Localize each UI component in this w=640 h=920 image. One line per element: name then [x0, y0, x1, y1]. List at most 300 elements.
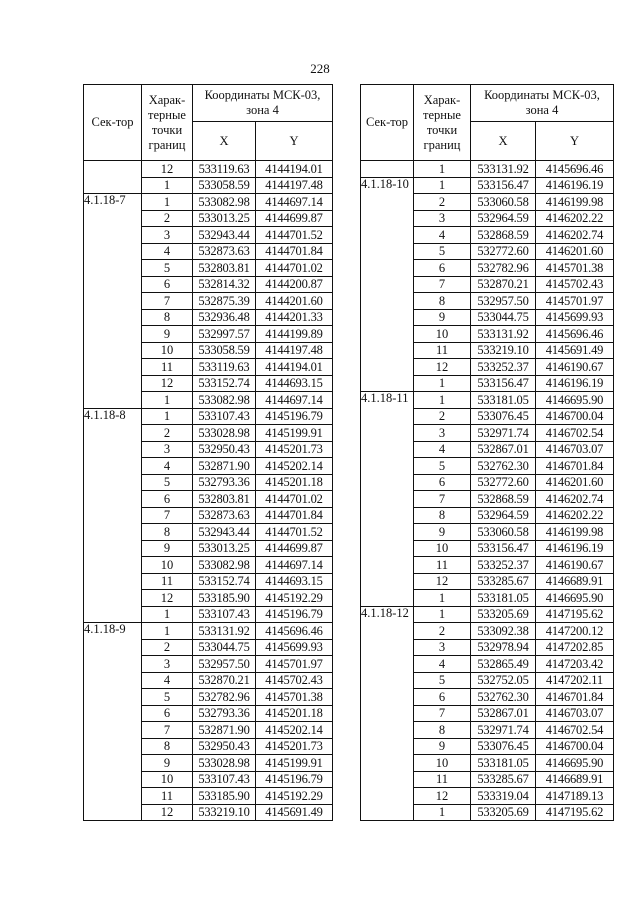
sector-cell [361, 557, 414, 574]
sector-cell [361, 326, 414, 343]
page-number: 228 [310, 61, 330, 76]
y-cell: 4144701.02 [256, 260, 333, 277]
point-cell: 10 [142, 342, 193, 359]
y-cell: 4147189.13 [536, 788, 614, 805]
sector-cell [361, 441, 414, 458]
sector-cell [361, 705, 414, 722]
x-cell: 533013.25 [193, 540, 256, 557]
point-cell: 10 [414, 326, 471, 343]
y-cell: 4145696.46 [256, 623, 333, 640]
y-cell: 4145192.29 [256, 788, 333, 805]
point-cell: 4 [414, 441, 471, 458]
sector-cell [84, 722, 142, 739]
x-cell: 532762.30 [471, 458, 536, 475]
x-cell: 532868.59 [471, 491, 536, 508]
y-cell: 4145196.79 [256, 606, 333, 623]
point-cell: 11 [142, 573, 193, 590]
sector-cell [84, 689, 142, 706]
coordinate-row [84, 458, 333, 475]
sector-cell [361, 293, 414, 310]
coordinate-row [84, 408, 333, 425]
sector-cell [361, 194, 414, 211]
point-cell: 2 [414, 623, 471, 640]
y-cell: 4145691.49 [256, 804, 333, 821]
coordinate-row [84, 293, 333, 310]
x-cell: 532997.57 [193, 326, 256, 343]
sector-cell [84, 491, 142, 508]
point-cell: 9 [414, 738, 471, 755]
x-cell: 532971.74 [471, 425, 536, 442]
sector-cell [361, 342, 414, 359]
coordinate-row [361, 276, 614, 293]
x-cell: 532873.63 [193, 243, 256, 260]
point-cell: 10 [414, 755, 471, 772]
point-cell: 9 [414, 309, 471, 326]
coordinate-row [84, 557, 333, 574]
coordinate-row [84, 392, 333, 409]
coordinate-row [361, 458, 614, 475]
point-cell: 7 [142, 293, 193, 310]
coordinate-row [361, 573, 614, 590]
x-cell: 532871.90 [193, 722, 256, 739]
x-cell: 533107.43 [193, 606, 256, 623]
point-cell: 3 [414, 425, 471, 442]
x-cell: 532871.90 [193, 458, 256, 475]
coordinate-row [361, 507, 614, 524]
sector-cell [361, 161, 414, 178]
x-cell: 532782.96 [471, 260, 536, 277]
coordinate-row [361, 557, 614, 574]
point-cell: 1 [142, 392, 193, 409]
sector-cell [361, 788, 414, 805]
y-cell: 4146196.19 [536, 540, 614, 557]
x-cell: 532950.43 [193, 441, 256, 458]
sector-cell: 4.1.18-9 [84, 623, 142, 640]
x-cell: 533185.90 [193, 788, 256, 805]
x-cell: 532814.32 [193, 276, 256, 293]
coordinate-row [84, 359, 333, 376]
coordinate-row [361, 755, 614, 772]
point-cell: 6 [142, 491, 193, 508]
x-cell: 532803.81 [193, 260, 256, 277]
x-cell: 533119.63 [193, 359, 256, 376]
coordinate-row [361, 408, 614, 425]
y-cell: 4144699.87 [256, 210, 333, 227]
coordinates-header: Координаты МСК-03, зона 4 [471, 85, 614, 122]
sector-cell [361, 623, 414, 640]
sector-cell [84, 771, 142, 788]
point-cell: 7 [142, 507, 193, 524]
y-cell: 4145201.18 [256, 474, 333, 491]
y-cell: 4145702.43 [256, 672, 333, 689]
sector-cell [84, 260, 142, 277]
x-cell: 532865.49 [471, 656, 536, 673]
coordinate-row [361, 392, 614, 409]
point-cell: 6 [414, 689, 471, 706]
point-cell: 8 [414, 507, 471, 524]
x-cell: 532793.36 [193, 474, 256, 491]
sector-cell [84, 755, 142, 772]
sector-cell [84, 738, 142, 755]
point-cell: 3 [142, 441, 193, 458]
coordinate-row [84, 524, 333, 541]
coordinate-row [361, 672, 614, 689]
coordinate-row [361, 210, 614, 227]
coordinate-row [361, 227, 614, 244]
y-cell: 4145701.38 [256, 689, 333, 706]
y-cell: 4145701.97 [256, 656, 333, 673]
coordinate-row [84, 722, 333, 739]
point-cell: 5 [414, 458, 471, 475]
x-cell: 533058.59 [193, 342, 256, 359]
point-cell: 9 [142, 540, 193, 557]
point-cell: 6 [414, 474, 471, 491]
y-cell: 4145702.43 [536, 276, 614, 293]
y-cell: 4147200.12 [536, 623, 614, 640]
x-cell: 532867.01 [471, 705, 536, 722]
sector-cell [361, 359, 414, 376]
sector-cell [361, 672, 414, 689]
coordinate-row [361, 293, 614, 310]
sector-cell [84, 243, 142, 260]
x-cell: 532772.60 [471, 474, 536, 491]
y-cell: 4146695.90 [536, 392, 614, 409]
point-cell: 2 [142, 210, 193, 227]
coordinate-row [361, 474, 614, 491]
y-cell: 4144201.33 [256, 309, 333, 326]
coordinate-row [84, 491, 333, 508]
coordinate-row [361, 425, 614, 442]
sector-cell [361, 491, 414, 508]
coordinate-row [84, 623, 333, 640]
sector-cell [361, 639, 414, 656]
coordinate-row [361, 491, 614, 508]
sector-cell: 4.1.18-7 [84, 194, 142, 211]
sector-cell [84, 425, 142, 442]
point-cell: 7 [414, 705, 471, 722]
coordinate-row [84, 177, 333, 194]
x-cell: 533060.58 [471, 524, 536, 541]
x-cell: 532868.59 [471, 227, 536, 244]
sector-cell [84, 656, 142, 673]
x-cell: 533119.63 [193, 161, 256, 178]
point-cell: 3 [142, 227, 193, 244]
y-cell: 4146202.74 [536, 491, 614, 508]
point-cell: 5 [142, 474, 193, 491]
point-cell: 1 [414, 606, 471, 623]
point-cell: 7 [414, 276, 471, 293]
x-cell: 532978.94 [471, 639, 536, 656]
sector-cell: 4.1.18-12 [361, 606, 414, 623]
sector-cell [84, 788, 142, 805]
coordinate-row [361, 722, 614, 739]
sector-cell [361, 507, 414, 524]
sector-cell [84, 375, 142, 392]
x-cell: 532870.21 [471, 276, 536, 293]
y-header: Y [256, 122, 333, 161]
x-cell: 533185.90 [193, 590, 256, 607]
y-cell: 4147202.85 [536, 639, 614, 656]
points-header: Харак-терные точки границ [414, 85, 471, 161]
x-cell: 532803.81 [193, 491, 256, 508]
coordinate-row [361, 194, 614, 211]
coordinate-row [84, 425, 333, 442]
y-cell: 4144197.48 [256, 342, 333, 359]
x-cell: 532950.43 [193, 738, 256, 755]
sector-cell [84, 441, 142, 458]
x-cell: 532936.48 [193, 309, 256, 326]
point-cell: 3 [142, 656, 193, 673]
y-cell: 4146196.19 [536, 177, 614, 194]
coordinate-row [84, 590, 333, 607]
x-cell: 533219.10 [471, 342, 536, 359]
y-cell: 4146700.04 [536, 408, 614, 425]
coordinate-row [84, 656, 333, 673]
y-cell: 4145201.73 [256, 441, 333, 458]
sector-cell [84, 524, 142, 541]
x-cell: 532793.36 [193, 705, 256, 722]
point-cell: 11 [414, 557, 471, 574]
y-cell: 4146689.91 [536, 573, 614, 590]
point-cell: 10 [414, 540, 471, 557]
y-cell: 4145201.18 [256, 705, 333, 722]
coordinate-row [84, 738, 333, 755]
sector-cell [84, 590, 142, 607]
y-cell: 4146703.07 [536, 705, 614, 722]
x-cell: 532957.50 [471, 293, 536, 310]
coordinates-table-left [83, 84, 333, 821]
x-cell: 532964.59 [471, 507, 536, 524]
sector-cell [84, 326, 142, 343]
coordinate-row [84, 375, 333, 392]
sector-cell [84, 342, 142, 359]
sector-cell [361, 540, 414, 557]
y-cell: 4145696.46 [536, 326, 614, 343]
y-cell: 4144194.01 [256, 161, 333, 178]
sector-cell [84, 705, 142, 722]
sector-cell [361, 804, 414, 821]
y-cell: 4145202.14 [256, 458, 333, 475]
x-cell: 533205.69 [471, 804, 536, 821]
y-cell: 4144701.52 [256, 524, 333, 541]
coordinate-row [361, 788, 614, 805]
y-cell: 4145699.93 [536, 309, 614, 326]
point-cell: 1 [414, 375, 471, 392]
point-cell: 12 [414, 359, 471, 376]
coordinate-row [84, 342, 333, 359]
point-cell: 1 [142, 194, 193, 211]
coordinate-row [84, 326, 333, 343]
coordinates-header: Координаты МСК-03, зона 4 [193, 85, 333, 122]
x-cell: 532870.21 [193, 672, 256, 689]
coordinate-row [84, 705, 333, 722]
y-cell: 4146201.60 [536, 243, 614, 260]
sector-cell: 4.1.18-8 [84, 408, 142, 425]
x-cell: 533285.67 [471, 771, 536, 788]
x-cell: 532875.39 [193, 293, 256, 310]
point-cell: 7 [414, 491, 471, 508]
x-cell: 532964.59 [471, 210, 536, 227]
y-cell: 4146702.54 [536, 425, 614, 442]
sector-header: Сек-тор [361, 85, 414, 161]
y-cell: 4145691.49 [536, 342, 614, 359]
coordinate-row [361, 342, 614, 359]
sector-cell [84, 606, 142, 623]
coordinate-row [84, 309, 333, 326]
y-cell: 4144697.14 [256, 392, 333, 409]
coordinate-row [84, 639, 333, 656]
coordinate-row [361, 705, 614, 722]
y-cell: 4144693.15 [256, 573, 333, 590]
coordinate-row [84, 606, 333, 623]
y-cell: 4144200.87 [256, 276, 333, 293]
point-cell: 4 [142, 458, 193, 475]
point-cell: 7 [142, 722, 193, 739]
point-cell: 1 [414, 177, 471, 194]
x-cell: 533285.67 [471, 573, 536, 590]
y-cell: 4145201.73 [256, 738, 333, 755]
coordinate-row [361, 771, 614, 788]
sector-cell [361, 738, 414, 755]
point-cell: 1 [414, 392, 471, 409]
x-cell: 533107.43 [193, 771, 256, 788]
coordinate-row [84, 804, 333, 821]
x-cell: 533319.04 [471, 788, 536, 805]
y-cell: 4146201.60 [536, 474, 614, 491]
point-cell: 9 [142, 755, 193, 772]
x-cell: 533076.45 [471, 738, 536, 755]
coordinate-row [84, 507, 333, 524]
point-cell: 8 [142, 309, 193, 326]
sector-cell [84, 359, 142, 376]
sector-cell [361, 656, 414, 673]
y-cell: 4145196.79 [256, 771, 333, 788]
coordinate-row [361, 177, 614, 194]
point-cell: 10 [142, 771, 193, 788]
y-cell: 4144693.15 [256, 375, 333, 392]
sector-cell [361, 771, 414, 788]
sector-cell [361, 590, 414, 607]
point-cell: 5 [142, 689, 193, 706]
y-cell: 4145701.38 [536, 260, 614, 277]
coordinate-row [361, 359, 614, 376]
sector-header: Сек-тор [84, 85, 142, 161]
y-cell: 4144701.52 [256, 227, 333, 244]
point-cell: 9 [142, 326, 193, 343]
x-header: X [193, 122, 256, 161]
point-cell: 3 [414, 210, 471, 227]
y-header: Y [536, 122, 614, 161]
coordinate-row [361, 738, 614, 755]
coordinate-row [84, 210, 333, 227]
coordinate-row [84, 540, 333, 557]
y-cell: 4144197.48 [256, 177, 333, 194]
y-cell: 4145701.97 [536, 293, 614, 310]
y-cell: 4144201.60 [256, 293, 333, 310]
y-cell: 4145202.14 [256, 722, 333, 739]
y-cell: 4146702.54 [536, 722, 614, 739]
coordinate-row [361, 441, 614, 458]
point-cell: 1 [142, 606, 193, 623]
x-cell: 533205.69 [471, 606, 536, 623]
sector-cell [361, 689, 414, 706]
sector-cell [84, 639, 142, 656]
y-cell: 4146695.90 [536, 590, 614, 607]
point-cell: 6 [142, 705, 193, 722]
sector-cell [84, 474, 142, 491]
sector-cell [84, 573, 142, 590]
sector-cell: 4.1.18-11 [361, 392, 414, 409]
sector-cell [84, 804, 142, 821]
x-cell: 533156.47 [471, 375, 536, 392]
y-cell: 4147203.42 [536, 656, 614, 673]
y-cell: 4146703.07 [536, 441, 614, 458]
y-cell: 4144199.89 [256, 326, 333, 343]
coordinate-row [361, 243, 614, 260]
point-cell: 2 [142, 639, 193, 656]
y-cell: 4146190.67 [536, 557, 614, 574]
y-cell: 4145699.93 [256, 639, 333, 656]
sector-cell [361, 722, 414, 739]
y-cell: 4146700.04 [536, 738, 614, 755]
x-cell: 532873.63 [193, 507, 256, 524]
x-cell: 533156.47 [471, 177, 536, 194]
y-cell: 4146202.74 [536, 227, 614, 244]
x-cell: 533058.59 [193, 177, 256, 194]
y-cell: 4145199.91 [256, 755, 333, 772]
coordinate-row [361, 606, 614, 623]
sector-cell [361, 227, 414, 244]
points-header: Харак-терные точки границ [142, 85, 193, 161]
coordinate-row [361, 260, 614, 277]
sector-cell [84, 392, 142, 409]
point-cell: 12 [142, 375, 193, 392]
point-cell: 6 [414, 260, 471, 277]
y-cell: 4147195.62 [536, 606, 614, 623]
point-cell: 5 [142, 260, 193, 277]
coordinate-row [84, 672, 333, 689]
y-cell: 4146199.98 [536, 524, 614, 541]
coordinate-row [361, 375, 614, 392]
point-cell: 11 [142, 788, 193, 805]
x-cell: 533082.98 [193, 392, 256, 409]
x-cell: 533028.98 [193, 425, 256, 442]
y-cell: 4146701.84 [536, 458, 614, 475]
coordinate-row [361, 639, 614, 656]
coordinate-row [84, 260, 333, 277]
coordinate-row [84, 771, 333, 788]
sector-cell [84, 458, 142, 475]
x-cell: 533044.75 [471, 309, 536, 326]
sector-cell [84, 557, 142, 574]
coordinates-table-right [360, 84, 614, 821]
sector-cell [361, 276, 414, 293]
y-cell: 4144697.14 [256, 194, 333, 211]
x-cell: 532752.05 [471, 672, 536, 689]
x-cell: 532782.96 [193, 689, 256, 706]
point-cell: 8 [414, 293, 471, 310]
x-cell: 533092.38 [471, 623, 536, 640]
sector-cell [84, 309, 142, 326]
sector-cell [361, 474, 414, 491]
x-cell: 533252.37 [471, 359, 536, 376]
point-cell: 11 [142, 359, 193, 376]
sector-cell [84, 540, 142, 557]
coordinate-row [84, 755, 333, 772]
y-cell: 4146199.98 [536, 194, 614, 211]
x-cell: 533082.98 [193, 194, 256, 211]
x-cell: 533131.92 [193, 623, 256, 640]
